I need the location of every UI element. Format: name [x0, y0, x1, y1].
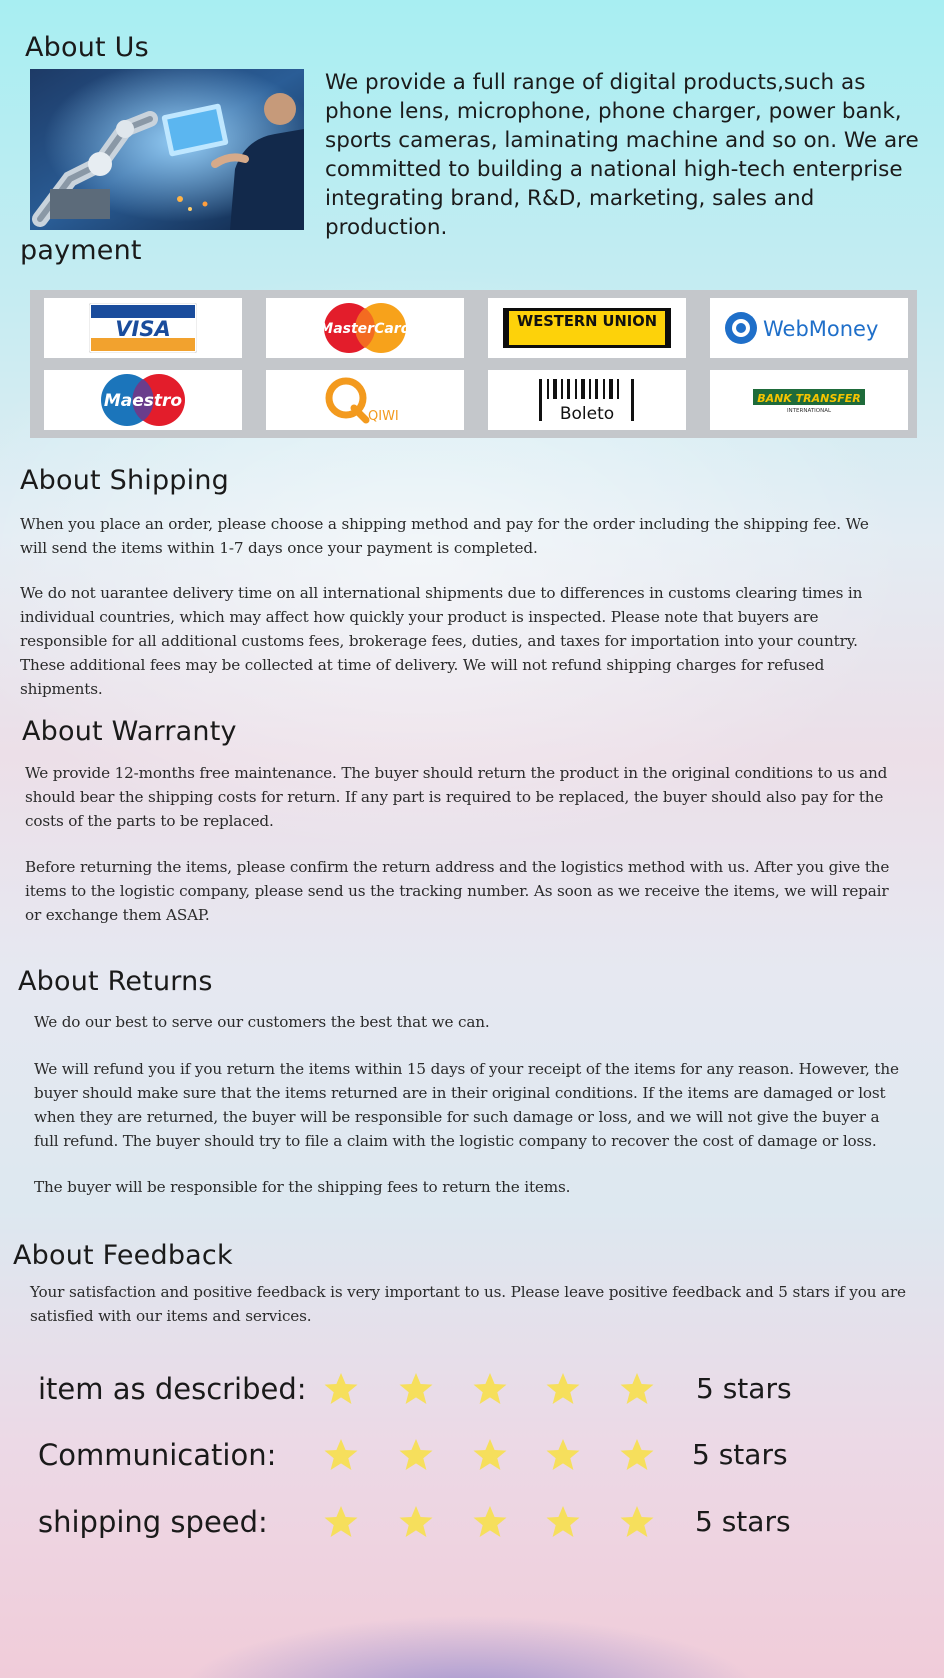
rating-label-item-as-described: item as described: [38, 1372, 307, 1406]
feedback-title: About Feedback [13, 1240, 233, 1271]
payment-bank-transfer [710, 370, 908, 430]
star-icon [472, 1437, 508, 1473]
svg-text:Maestro: Maestro [103, 391, 183, 411]
star-icon [619, 1504, 655, 1540]
rating-value-communication: 5 stars [692, 1438, 788, 1471]
svg-text:Boleto: Boleto [559, 404, 615, 424]
returns-paragraph-3: The buyer will be responsible for the shipping fees to return the items. [34, 1178, 571, 1196]
star-icon [472, 1504, 508, 1540]
rating-label-shipping-speed: shipping speed: [38, 1505, 268, 1539]
star-icon [619, 1437, 655, 1473]
payment-western-union [488, 298, 686, 358]
star-icon [323, 1371, 359, 1407]
payment-visa [44, 298, 242, 358]
returns-title: About Returns [18, 966, 213, 997]
feedback-text: Your satisfaction and positive feedback is very important to us. Please leave positive feedback and 5 stars if you are satisfied with our items and services. [30, 1283, 906, 1325]
bank-transfer-logo-icon [749, 385, 869, 415]
svg-text:WebMoney: WebMoney [763, 317, 879, 341]
svg-text:MasterCard: MasterCard [319, 321, 411, 337]
payment-boleto [488, 370, 686, 430]
about-us-text: We provide a full range of digital products,such as phone lens, microphone, phone charger, power bank, sports cameras, laminating machine and so on. We are committed to building a national high-tech enterprise integrating brand, R&D, marketing, sales and production. [325, 70, 919, 240]
payment-maestro [44, 370, 242, 430]
star-icon [398, 1371, 434, 1407]
boleto-barcode-icon [527, 376, 647, 424]
star-icon [472, 1371, 508, 1407]
returns-paragraph-2: We will refund you if you return the items within 15 days of your receipt of the items for any reason. However, the buyer should make sure that the items returned are in their original conditions. If the items are damaged or lost when they are returned, the buyer will be responsible for such damage or loss, and we will not give the buyer a full refund. The buyer should try to file a claim with the logistic company to recover the cost of damage or loss. [34, 1060, 899, 1150]
shipping-paragraph-2: We do not uarantee delivery time on all international shipments due to differences in customs clearing times in individual countries, which may affect how quickly your product is inspected. Please note that buyers are responsible for all additional customs fees, brokerage fees, duties, and taxes for importation into your country. These additional fees may be collected at time of delivery. We will not refund shipping charges for refused shipments. [20, 584, 863, 698]
star-icon [323, 1437, 359, 1473]
svg-text:VISA: VISA [115, 317, 171, 341]
star-icon [545, 1504, 581, 1540]
payment-qiwi [266, 370, 464, 430]
rating-label-communication: Communication: [38, 1438, 277, 1472]
warranty-title: About Warranty [22, 716, 237, 747]
star-icon [545, 1371, 581, 1407]
warranty-paragraph-2: Before returning the items, please confirm the return address and the logistics method with us. After you give the items to the logistic company, please send us the tracking number. As soon as we receive the items, we will repair or exchange them ASAP. [25, 858, 890, 924]
factory-robot-image [30, 69, 304, 230]
svg-text:INTERNATIONAL: INTERNATIONAL [786, 408, 832, 414]
payment-mastercard [266, 298, 464, 358]
star-icon [545, 1437, 581, 1473]
about-us-title: About Us [25, 32, 149, 63]
shipping-paragraph-1: When you place an order, please choose a shipping method and pay for the order including the shipping fee. We will send the items within 1-7 days once your payment is completed. [20, 515, 869, 557]
visa-logo-icon [89, 303, 197, 353]
star-icon [323, 1504, 359, 1540]
svg-text:WESTERN UNION: WESTERN UNION [517, 312, 657, 330]
qiwi-logo-icon [310, 374, 420, 426]
rating-value-shipping-speed: 5 stars [695, 1505, 791, 1538]
payment-methods-panel [30, 290, 917, 438]
payment-title: payment [20, 235, 142, 266]
maestro-logo-icon [83, 373, 203, 427]
returns-paragraph-1: We do our best to serve our customers the best that we can. [34, 1013, 490, 1031]
star-icon [619, 1371, 655, 1407]
warranty-paragraph-1: We provide 12-months free maintenance. The buyer should return the product in the original conditions to us and should bear the shipping costs for return. If any part is required to be replaced, the buyer should also pay for the costs of the parts to be replaced. [25, 764, 888, 830]
western-union-logo-icon [503, 308, 671, 348]
star-icon [398, 1437, 434, 1473]
mastercard-logo-icon [305, 302, 425, 354]
star-icon [398, 1504, 434, 1540]
payment-webmoney [710, 298, 908, 358]
rating-value-item-as-described: 5 stars [696, 1372, 792, 1405]
shipping-title: About Shipping [20, 465, 229, 496]
svg-text:BANK TRANSFER: BANK TRANSFER [757, 392, 861, 405]
webmoney-logo-icon [719, 308, 899, 348]
svg-text:QIWI: QIWI [368, 409, 399, 424]
